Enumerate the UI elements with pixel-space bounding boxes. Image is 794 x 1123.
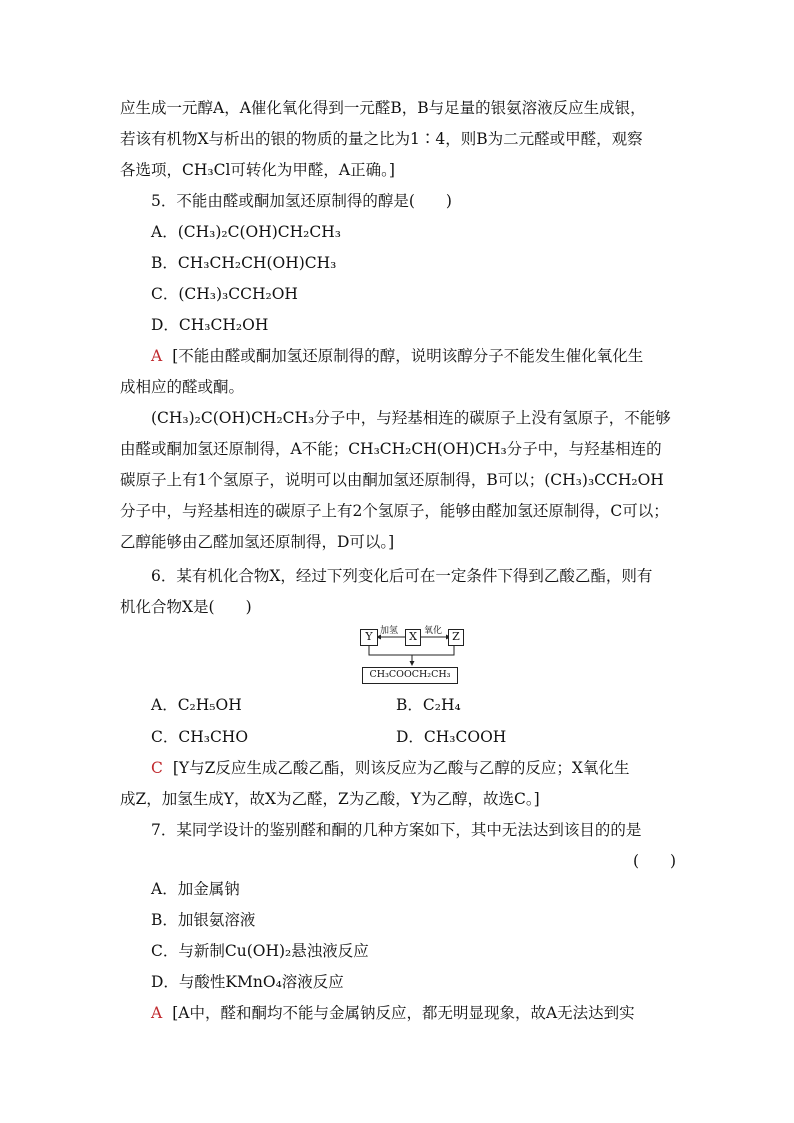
q7-explanation: [A中，醛和酮均不能与金属钠反应，都无明显现象，故A无法达到实	[172, 1004, 635, 1022]
reaction-diagram	[358, 626, 460, 688]
q5-explanation: [不能由醛或酮加氢还原制得的醇，说明该醇分子不能发生催化氧化生	[172, 347, 644, 365]
question-5-stem: 5．不能由醛或酮加氢还原制得的醇是( )	[151, 192, 452, 210]
q6-option-b: B．C₂H₄	[396, 696, 461, 714]
q5-explanation-cont: 成相应的醛或酮。	[120, 378, 245, 396]
question-6-stem: 6．某有机化合物X，经过下列变化后可在一定条件下得到乙酸乙酯，则有	[151, 567, 653, 585]
q5-option-b: B．CH₃CH₂CH(OH)CH₃	[151, 254, 337, 272]
text-line: 应生成一元醇A，A催化氧化得到一元醛B，B与足量的银氨溶液反应生成银，	[120, 99, 646, 117]
product-box: CH₃COOCH₂CH₃	[362, 667, 458, 684]
compound-y-box: Y	[360, 629, 378, 646]
q7-option-b: B．加银氨溶液	[151, 911, 256, 929]
text-line: 各选项，CH₃Cl可转化为甲醛，A正确。]	[120, 161, 395, 179]
q6-explanation-cont: 成Z，加氢生成Y，故X为乙醛，Z为乙酸，Y为乙醇，故选C。]	[120, 790, 540, 808]
q7-answer-blank: ( )	[633, 852, 677, 870]
text-line: 若该有机物X与析出的银的物质的量之比为1∶4，则B为二元醛或甲醛，观察	[120, 130, 643, 148]
q5-analysis: 由醛或酮加氢还原制得，A不能；CH₃CH₂CH(OH)CH₃分子中，与羟基相连的	[120, 440, 662, 458]
q6-explanation: [Y与Z反应生成乙酸乙酯，则该反应为乙酸与乙醇的反应；X氧化生	[172, 759, 630, 777]
compound-x-box: X	[405, 629, 421, 646]
q5-answer-line	[151, 346, 643, 366]
q5-analysis: 乙醇能够由乙醛加氢还原制得，D可以。]	[120, 533, 395, 551]
q5-option-d: D．CH₃CH₂OH	[151, 316, 269, 334]
q6-option-c: C．CH₃CHO	[151, 728, 249, 746]
label-oxidation: 氧化	[424, 626, 443, 636]
q5-answer: A	[151, 347, 163, 365]
q7-option-a: A．加金属钠	[151, 880, 240, 898]
q5-analysis: 分子中，与羟基相连的碳原子上有2个氢原子，能够由醛加氢还原制得，C可以；	[120, 502, 669, 520]
question-7-stem: 7．某同学设计的鉴别醛和酮的几种方案如下，其中无法达到该目的的是	[151, 821, 642, 839]
q6-option-a: A．C₂H₅OH	[151, 696, 242, 714]
q6-answer-line	[151, 758, 629, 778]
q7-answer-line	[151, 1003, 635, 1023]
q6-answer: C	[151, 759, 163, 777]
q7-option-d: D．与酸性KMnO₄溶液反应	[151, 973, 344, 991]
q6-option-d: D．CH₃COOH	[396, 728, 507, 746]
label-hydrogenation: 加氢	[380, 626, 399, 636]
compound-z-box: Z	[448, 629, 464, 646]
question-6-stem-cont: 机化合物X是( )	[120, 598, 252, 616]
q7-option-c: C．与新制Cu(OH)₂悬浊液反应	[151, 942, 369, 960]
q7-answer: A	[151, 1004, 163, 1022]
q5-analysis: 碳原子上有1个氢原子，说明可以由酮加氢还原制得，B可以；(CH₃)₃CCH₂OH	[120, 471, 664, 489]
q5-analysis: (CH₃)₂C(OH)CH₂CH₃分子中，与羟基相连的碳原子上没有氢原子，不能够	[151, 409, 671, 427]
q5-option-c: C．(CH₃)₃CCH₂OH	[151, 285, 298, 303]
q5-option-a: A．(CH₃)₂C(OH)CH₂CH₃	[151, 223, 341, 241]
